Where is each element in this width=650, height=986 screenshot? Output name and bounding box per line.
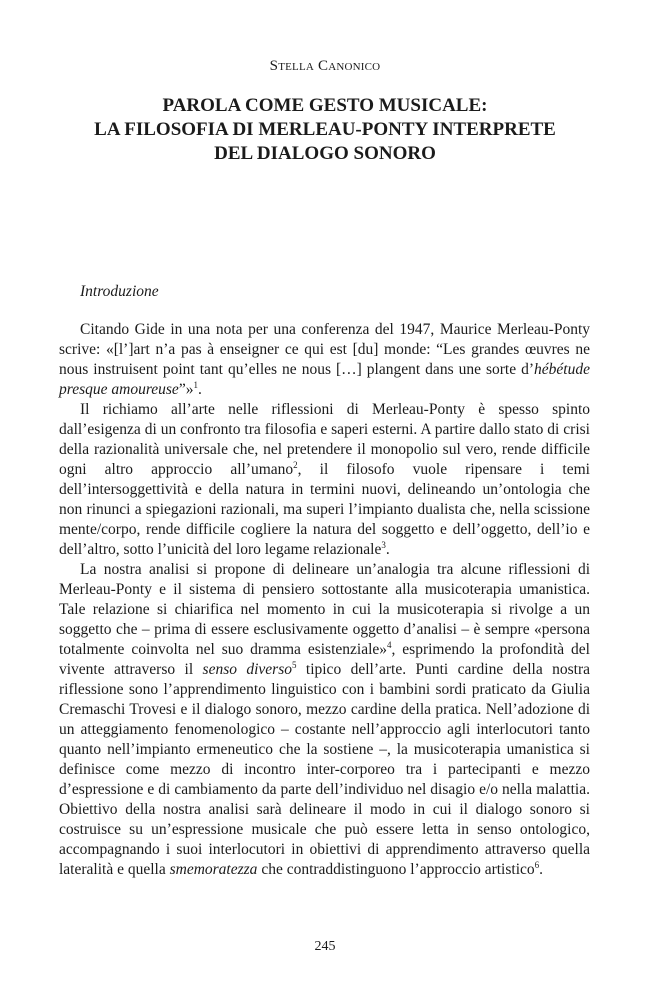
text-run: ”»: [178, 381, 194, 398]
text-run: .: [197, 381, 202, 398]
title-line: LA FILOSOFIA DI MERLEAU-PONTY INTERPRETE: [94, 119, 556, 140]
text-run: La nostra analisi si propone di delineare un’analogia tra alcune riflessioni di Merleau-Ponty e il sistema di pensiero sottostante alla musicoterapia umanistica. Tale relazione si chiarifica nel momento in cui la musicoterapia si rivolge a un soggetto che – prima di essere esclusivamente oggetto d’analisi – è sempre «persona totalmente coinvolta nel suo dramma esistenziale»: [59, 561, 590, 658]
footnote-marker[interactable]: 1: [193, 379, 198, 390]
paragraph: [59, 560, 590, 880]
paragraph: [59, 400, 590, 560]
running-header-author: Stella Canonico: [269, 58, 381, 74]
text-run: , il filosofo vuole ripensare i temi dell’intersoggettività e della natura in termini nuovi, delineando un’ontologia che non rinunci a spiegazioni razionali, ma superi l’impianto dualista che, nella scissione mente/corpo, rende difficile cogliere la natura del soggetto e dell’oggetto, dell’io e dell’altro, sotto l’unicità del loro legame relazionale: [59, 461, 590, 558]
section-heading: Introduzione: [80, 283, 159, 300]
text-run: che contraddistinguono l’approccio artistico: [257, 861, 535, 878]
footnote-marker[interactable]: 5: [292, 659, 297, 670]
article-title: [40, 94, 610, 166]
text-run: tipico dell’arte. Punti cardine della nostra riflessione sono l’apprendimento linguistico con i bambini sordi praticato da Giulia Cremaschi Trovesi e il dialogo sonoro, mezzo cardine della pratica. Nell’adozione di un atteggiamento fenomenologico – costante nell’approccio agli interlocutori tanto quanto nell’impianto ermeneutico che la sostiene –, la musicoterapia umanistica si definisce come mezzo di incontro inter-corporeo tra i partecipanti e mezzo d’espressione e di cambiamento da parte dell’individuo nel disagio e/o nella malattia. Obiettivo della nostra analisi sarà delineare il modo in cui il dialogo sonoro si costruisce su un’espressione musicale che può essere letta in senso ontologico, accompagnando i suoi interlocutori in obiettivi di apprendimento attraverso quella lateralità e quella: [59, 661, 591, 878]
text-run: .: [385, 541, 390, 558]
text-run: .: [539, 861, 544, 878]
title-line: DEL DIALOGO SONORO: [214, 143, 436, 164]
italic-phrase: hébétude presque amoureuse: [59, 361, 590, 398]
text-run: Citando Gide in una nota per una conferenza del 1947, Maurice Merleau-Ponty scrive: «[l’]art n’a pas à enseigner ce qui est [du] monde: “Les grandes œuvres ne nous instruisent point tant qu’elles ne nous […] plangent dans une sorte d’: [59, 321, 590, 378]
italic-phrase: senso diverso: [202, 661, 292, 678]
footnote-marker[interactable]: 6: [534, 859, 540, 870]
text-run: , esprimendo la profondità del vivente attraverso il: [59, 641, 590, 678]
title-line: PAROLA COME GESTO MUSICALE:: [162, 95, 488, 116]
text-run: Il richiamo all’arte nelle riflessioni di Merleau-Ponty è spesso spinto dall’esigenza di un confronto tra filosofia e saperi esterni. A partire dallo stato di crisi della razionalità universale che, nel pretendere il monopolio sul vero, rende difficile ogni altro approccio all’umano: [59, 401, 590, 478]
paragraph: [59, 320, 590, 400]
article-body: [59, 320, 590, 880]
page-number: 245: [314, 939, 336, 954]
footnote-marker[interactable]: 3: [381, 539, 386, 550]
footnote-marker[interactable]: 4: [387, 639, 392, 650]
italic-phrase: smemoratezza: [169, 861, 258, 878]
footnote-marker[interactable]: 2: [293, 459, 298, 470]
